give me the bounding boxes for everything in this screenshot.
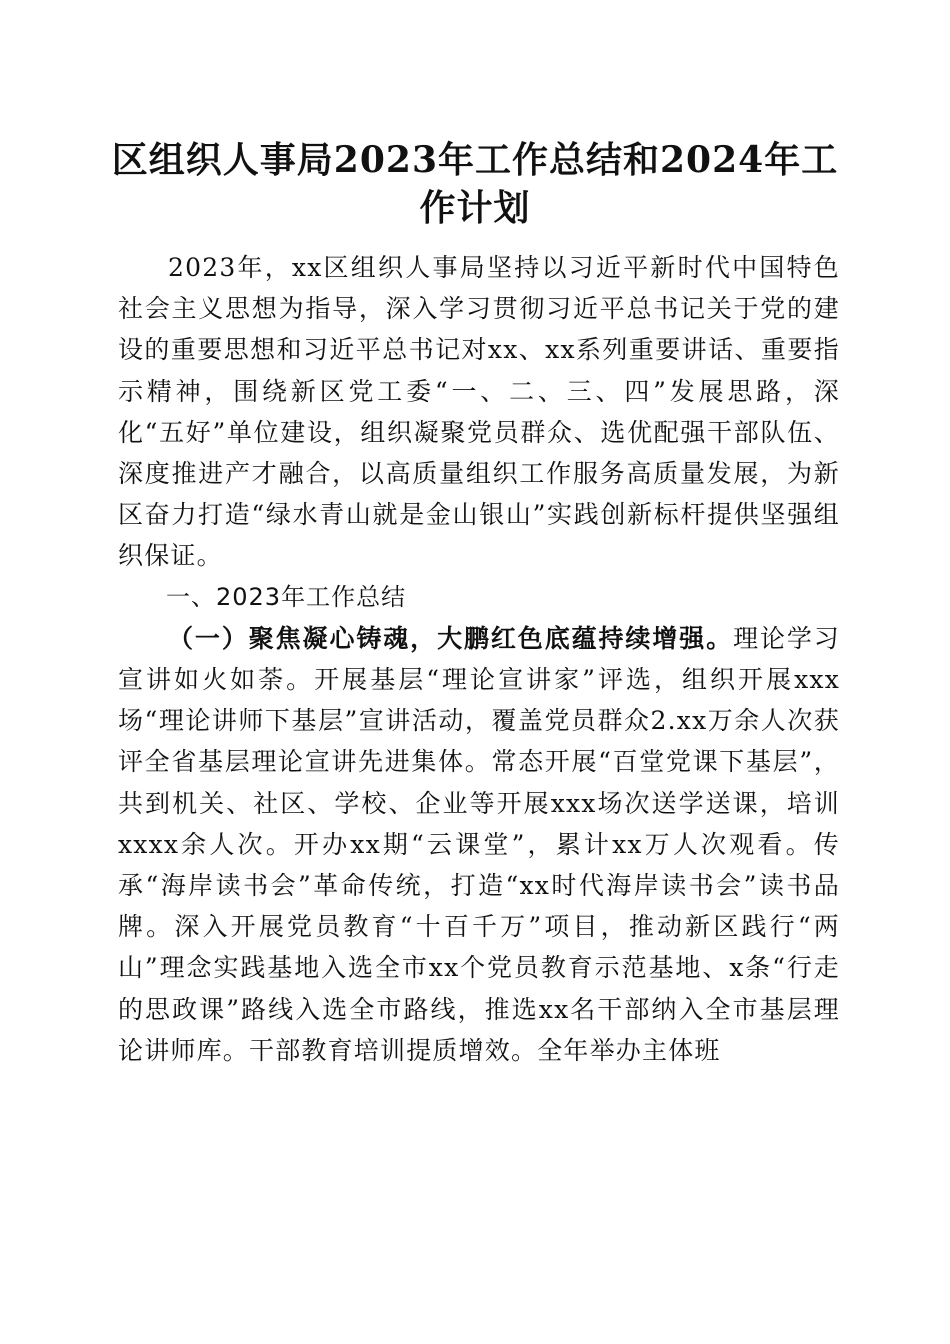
intro-paragraph: 2023年，xx区组织人事局坚持以习近平新时代中国特色社会主义思想为指导，深入学习贯彻习近平总书记关于党的建设的重要思想和习近平总书记对xx、xx系列重要讲话、重要指示精神，围绕新区党工委“一、二、三、四”发展思路，深化“五好”单位建设，组织凝聚党员群众、选优配强干部队伍、深度推进产才融合，以高质量组织工作服务高质量发展，为新区奋力打造“绿水青山就是金山银山”实践创新标杆提供坚强组织保证。 [118,253,840,571]
subsection-heading: （一）聚焦凝心铸魂，大鹏红色底蕴持续增强。 [168,623,734,653]
subsection-paragraph [118,618,840,1071]
section-heading: 一、2023年工作总结 [166,582,407,611]
document-title: 区组织人事局2023年工作总结和2024年工作计划 [111,139,839,229]
document-body [118,247,840,1071]
subsection-body: 理论学习宣讲如火如荼。开展基层“理论宣讲家”评选，组织开展xxx场“理论讲师下基层”宣讲活动，覆盖党员群众2.xx万余人次获评全省基层理论宣讲先进集体。常态开展“百堂党课下基层”，共到机关、社区、学校、企业等开展xxx场次送学送课，培训xxxx余人次。开办xx期“云课堂”，累计xx万人次观看。传承“海岸读书会”革命传统，打造“xx时代海岸读书会”读书品牌。深入开展党员教育“十百千万”项目，推动新区践行“两山”理念实践基地入选全市xx个党员教育示范基地、x条“行走的思政课”路线入选全市路线，推选xx名干部纳入全市基层理论讲师库。干部教育培训提质增效。全年举办主体班 [118,623,841,1065]
